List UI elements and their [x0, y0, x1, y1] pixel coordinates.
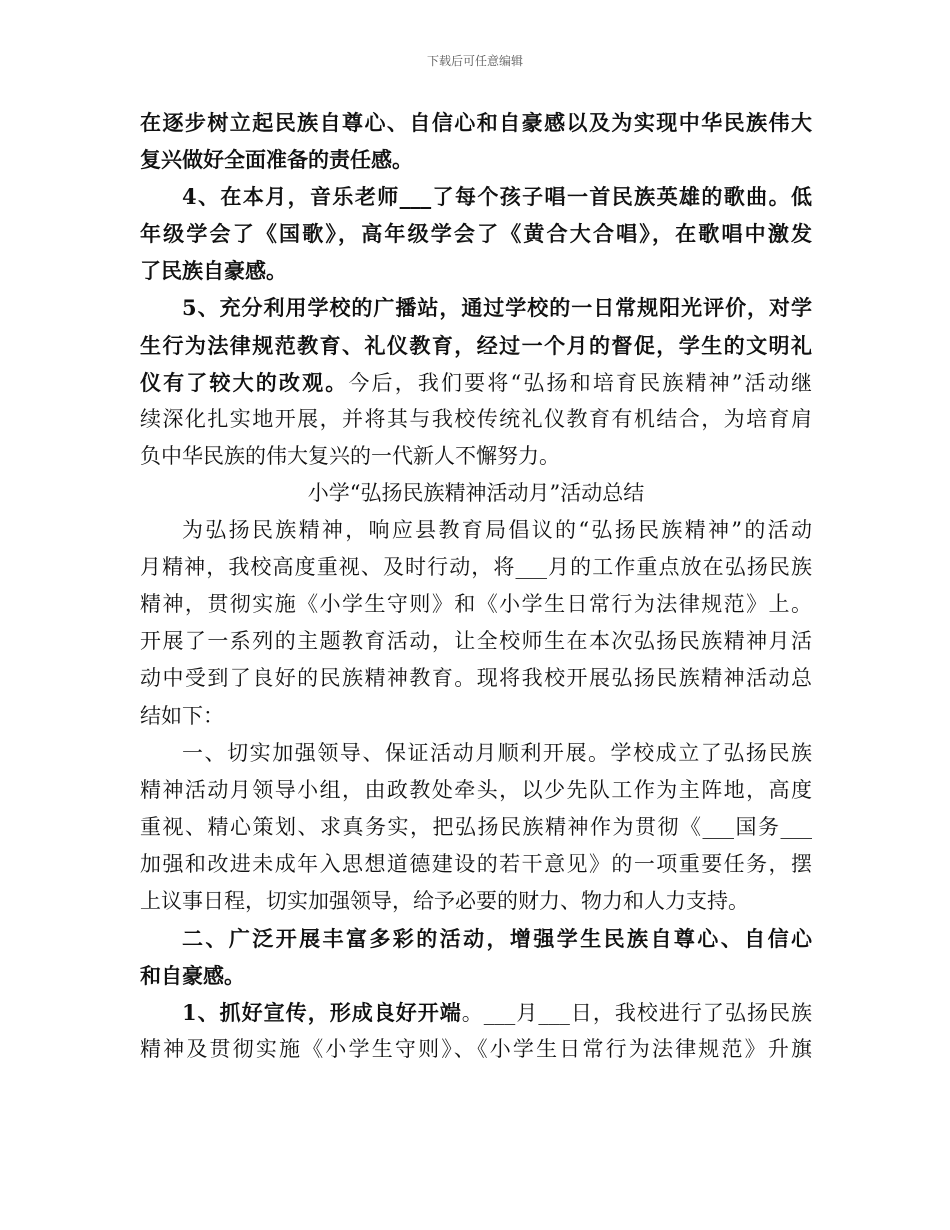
text-line: 开展了一系列的主题教育活动，让全校师生在本次弘扬民族精神月活: [140, 629, 812, 654]
text-line: 复兴做好全面准备的责任感。: [140, 147, 413, 173]
section-heading: 和自豪感。: [140, 963, 245, 989]
page-header: 下载后可任意编辑: [426, 54, 523, 68]
text-line: 结如下：: [140, 703, 224, 728]
text-line: [140, 994, 812, 1031]
text-line: 4、在本月，音乐老师___了每个孩子唱一首民族英雄的歌曲。低: [182, 184, 812, 210]
text-line: 月精神，我校高度重视、及时行动，将___月的工作重点放在弘扬民族: [140, 555, 812, 580]
text-line: 续深化扎实地开展，并将其与我校传统礼仪教育有机结合，为培育肩: [140, 406, 812, 431]
text-line: [140, 364, 812, 401]
text-line: 5、充分利用学校的广播站，通过学校的一日常规阳光评价，对学: [182, 295, 812, 321]
document-body: [140, 104, 812, 1068]
text-line: 在逐步树立起民族自尊心、自信心和自豪感以及为实现中华民族伟大: [140, 110, 812, 135]
text-run: 今后，我们要将“弘扬和培育民族精神”活动继: [348, 370, 812, 395]
text-line: 精神及贯彻实施《小学生守则》、《小学生日常行为法律规范》升旗: [140, 1037, 812, 1062]
text-line: 负中华民族的伟大复兴的一代新人不懈努力。: [140, 443, 560, 468]
text-line: 精神，贯彻实施《小学生守则》和《小学生日常行为法律规范》上。: [140, 592, 812, 617]
document-title: 小学“弘扬民族精神活动月”活动总结: [307, 480, 645, 505]
bold-run: 1、抓好宣传，形成良好开端: [182, 1000, 462, 1026]
text-line: 生行为法律规范教育、礼仪教育，经过一个月的督促，学生的文明礼: [140, 332, 812, 358]
text-line: 动中受到了良好的民族精神教育。现将我校开展弘扬民族精神活动总: [140, 666, 812, 691]
text-line: 一、切实加强领导、保证活动月顺利开展。学校成立了弘扬民族: [182, 740, 812, 765]
text-line: 精神活动月领导小组，由政教处牵头，以少先队工作为主阵地，高度: [140, 777, 812, 802]
text-line: 上议事日程，切实加强领导，给予必要的财力、物力和人力支持。: [140, 888, 749, 913]
section-heading: 二、广泛开展丰富多彩的活动，增强学生民族自尊心、自信心: [182, 926, 812, 952]
text-line: 为弘扬民族精神，响应县教育局倡议的“弘扬民族精神”的活动: [182, 518, 812, 543]
text-line: 加强和改进未成年入思想道德建设的若干意见》的一项重要任务，摆: [140, 851, 812, 876]
text-line: 了民族自豪感。: [140, 258, 287, 284]
text-line: 重视、精心策划、求真务实，把弘扬民族精神作为贯彻《___国务___: [140, 814, 812, 839]
text-line: 年级学会了《国歌》，高年级学会了《黄合大合唱》，在歌唱中激发: [140, 221, 812, 247]
bold-run: 仪有了较大的改观。: [140, 369, 349, 395]
text-run: 。___月___日，我校进行了弘扬民族: [461, 1001, 812, 1026]
